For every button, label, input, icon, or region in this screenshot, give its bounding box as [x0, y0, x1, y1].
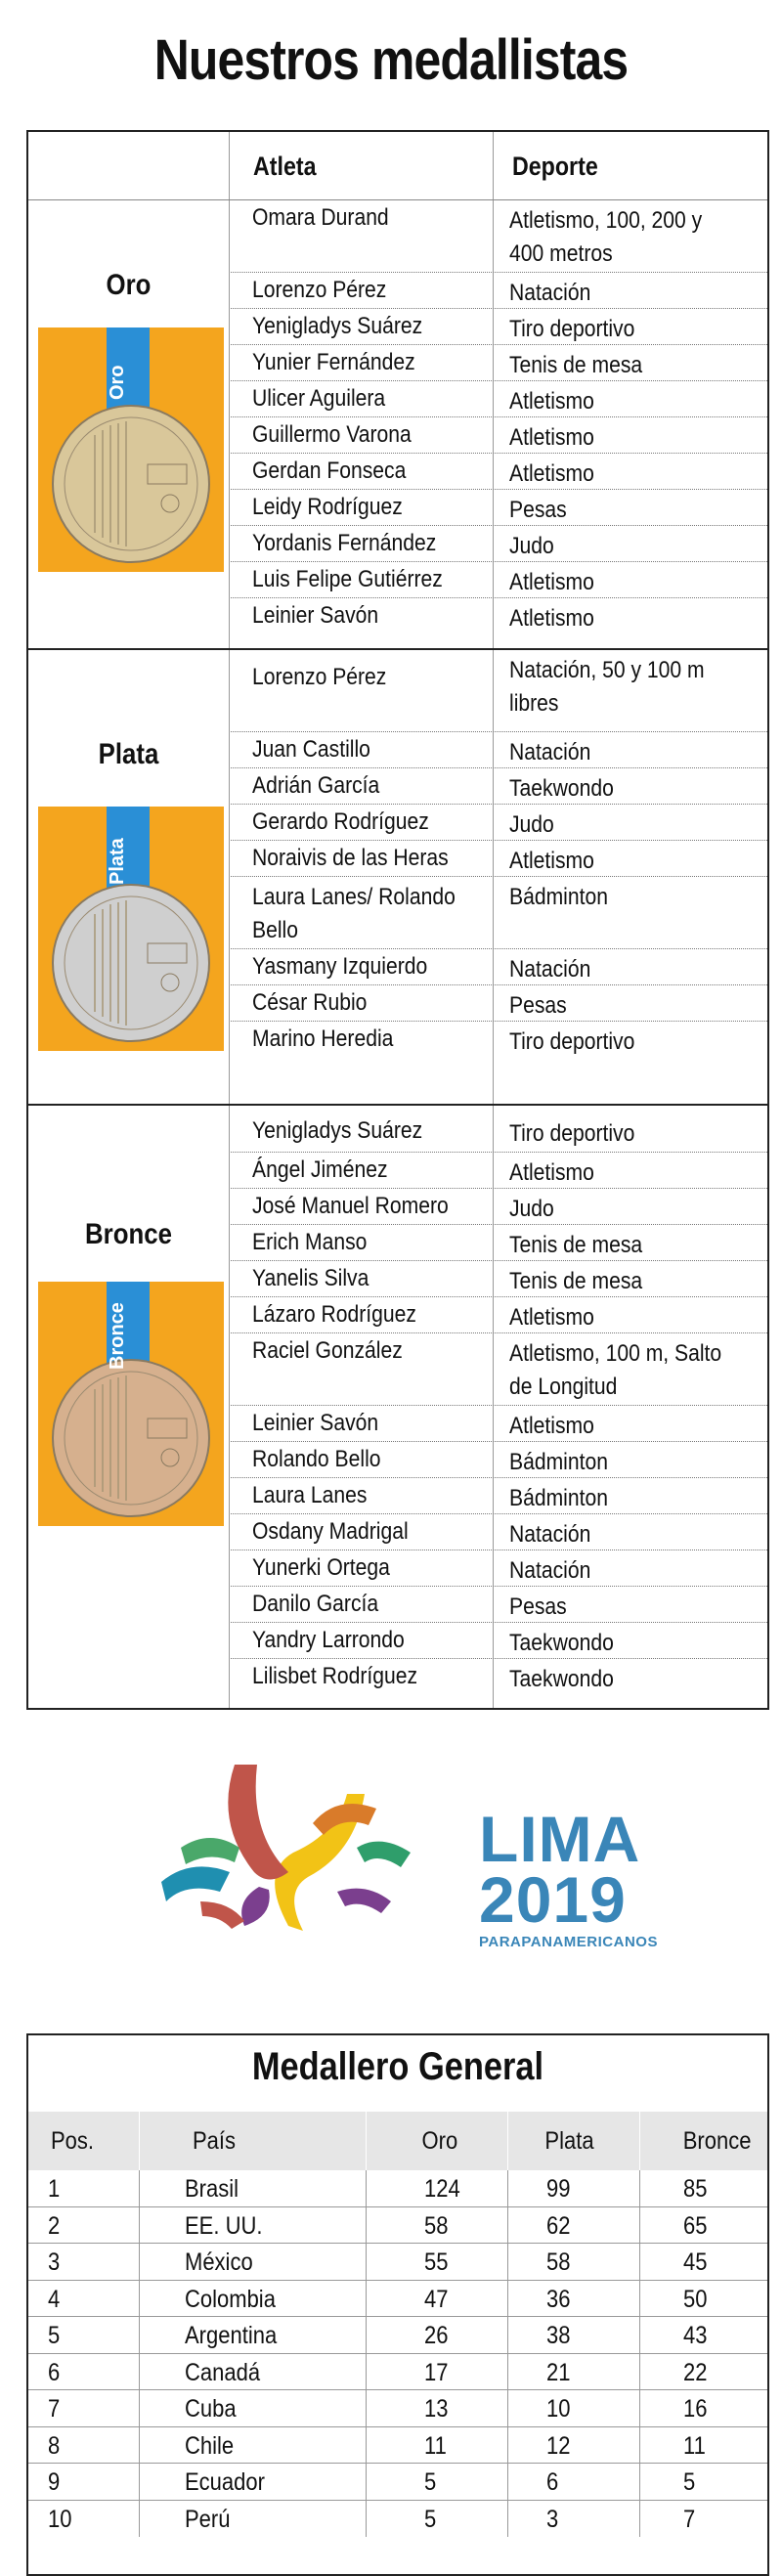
table-row	[28, 2354, 767, 2391]
column-divider	[507, 2281, 508, 2317]
athlete-name: Raciel González	[252, 1337, 403, 1364]
cell-position: 10	[48, 2505, 72, 2533]
athlete-name: Lázaro Rodríguez	[252, 1301, 416, 1328]
athlete-name: Erich Manso	[252, 1229, 368, 1255]
cell-bronze: 65	[683, 2211, 708, 2240]
table-row	[231, 1297, 767, 1333]
sport-name: Tiro deportivo	[509, 1028, 635, 1055]
table-row	[231, 200, 767, 273]
athlete-name: Lorenzo Pérez	[252, 664, 387, 690]
sport-name: Atletismo	[509, 460, 594, 487]
cell-bronze: 16	[683, 2395, 708, 2423]
table-row	[231, 1153, 767, 1189]
table-row	[231, 1659, 767, 1695]
column-divider	[639, 2112, 640, 2170]
athlete-name: Lorenzo Pérez	[252, 277, 387, 303]
table-row	[231, 309, 767, 345]
cell-bronze: 50	[683, 2285, 708, 2313]
table-row	[231, 417, 767, 454]
cell-silver: 3	[546, 2505, 559, 2533]
cell-gold: 17	[424, 2358, 449, 2386]
table-header	[28, 132, 767, 200]
athlete-name: Yordanis Fernández	[252, 530, 437, 556]
table-row	[28, 2390, 767, 2427]
table-row	[231, 1261, 767, 1297]
sport-name: Pesas	[509, 497, 567, 523]
medal-section-2	[28, 1106, 767, 1708]
cell-country: Cuba	[185, 2395, 237, 2423]
athlete-name: Yanelis Silva	[252, 1265, 369, 1291]
column-divider	[507, 2501, 508, 2538]
column-divider	[507, 2244, 508, 2280]
athlete-name: Laura Lanes	[252, 1482, 368, 1508]
column-divider	[366, 2244, 367, 2280]
sport-column-header: Deporte	[512, 152, 598, 181]
athlete-name: Laura Lanes/ Rolando Bello	[252, 884, 456, 943]
column-divider	[366, 2317, 367, 2353]
column-divider	[229, 1106, 230, 1708]
medal-image	[38, 1282, 224, 1526]
cell-position: 8	[48, 2431, 61, 2460]
table-row	[231, 273, 767, 309]
table-row	[231, 1442, 767, 1478]
cell-bronze: 45	[683, 2249, 708, 2276]
table-row	[231, 841, 767, 877]
ribbon-text: Plata	[107, 838, 128, 885]
sport-name: Tenis de mesa	[509, 1268, 643, 1294]
table-row	[231, 562, 767, 598]
cell-silver: 6	[546, 2468, 559, 2496]
table-row	[28, 2464, 767, 2501]
table-row	[231, 650, 767, 732]
cell-position: 6	[48, 2358, 61, 2386]
athlete-name: Yunier Fernández	[252, 349, 415, 375]
column-divider	[507, 2207, 508, 2244]
cell-country: Argentina	[185, 2322, 278, 2349]
sport-name: Judo	[509, 1196, 554, 1222]
column-divider	[507, 2390, 508, 2426]
cell-country: Perú	[185, 2505, 231, 2533]
column-divider	[639, 2281, 640, 2317]
column-divider	[139, 2390, 140, 2426]
cell-country: Brasil	[185, 2175, 239, 2203]
column-divider	[139, 2112, 140, 2170]
athlete-name: Yandry Larrondo	[252, 1627, 405, 1653]
cell-country: EE. UU.	[185, 2211, 263, 2240]
cell-gold: 58	[424, 2211, 449, 2240]
cell-silver: 10	[546, 2395, 571, 2423]
cell-silver: 62	[546, 2211, 571, 2240]
column-divider	[639, 2244, 640, 2280]
table-row	[231, 732, 767, 768]
table-row	[231, 526, 767, 562]
table-row	[231, 1225, 767, 1261]
table-row	[231, 1022, 767, 1058]
sport-name: Taekwondo	[509, 775, 614, 802]
cell-position: 4	[48, 2285, 61, 2313]
athlete-name: Noraivis de las Heras	[252, 845, 449, 871]
table-row	[231, 1587, 767, 1623]
athlete-name: Yunerki Ortega	[252, 1554, 390, 1581]
sport-name: Judo	[509, 533, 554, 559]
sport-name: Natación, 50 y 100 m libres	[509, 657, 705, 717]
column-divider	[139, 2464, 140, 2500]
athlete-name: César Rubio	[252, 989, 368, 1016]
table-row	[231, 345, 767, 381]
logo-text-lima: LIMA	[479, 1803, 641, 1875]
standings-title: Medallero General	[251, 2045, 544, 2088]
column-divider	[139, 2244, 140, 2280]
sport-name: Natación	[509, 739, 591, 765]
cell-gold: 47	[424, 2285, 449, 2313]
table-row	[231, 454, 767, 490]
cell-bronze: 43	[683, 2322, 708, 2349]
sport-name: Tenis de mesa	[509, 1232, 643, 1258]
column-divider	[139, 2427, 140, 2464]
table-row	[231, 490, 767, 526]
cell-bronze: 5	[683, 2468, 696, 2496]
column-divider	[366, 2501, 367, 2538]
medal-label: Oro	[106, 269, 152, 301]
athlete-name: Leidy Rodríguez	[252, 494, 403, 520]
lima-2019-logo	[142, 1755, 670, 1980]
table-row	[231, 877, 767, 949]
column-header-country: País	[193, 2127, 237, 2155]
table-row	[231, 1106, 767, 1153]
cell-silver: 58	[546, 2249, 571, 2276]
ribbon-text: Bronce	[107, 1302, 128, 1371]
standings-header	[28, 2112, 767, 2170]
column-divider	[366, 2354, 367, 2390]
athlete-name: Rolando Bello	[252, 1446, 381, 1472]
athlete-name: Ángel Jiménez	[252, 1157, 388, 1183]
athlete-name: Yenigladys Suárez	[252, 1117, 423, 1144]
cell-bronze: 22	[683, 2358, 708, 2386]
table-row	[28, 2501, 767, 2538]
table-row	[231, 598, 767, 634]
sport-name: Bádminton	[509, 1449, 608, 1475]
cell-country: Chile	[185, 2431, 235, 2460]
table-row	[231, 949, 767, 985]
table-row	[28, 2207, 767, 2245]
table-row	[231, 805, 767, 841]
sport-name: Bádminton	[509, 1485, 608, 1511]
sport-name: Atletismo	[509, 605, 594, 632]
cell-gold: 13	[424, 2395, 449, 2423]
logo-subtitle: PARAPANAMERICANOS	[479, 1934, 658, 1950]
column-header-position: Pos.	[51, 2127, 95, 2155]
column-divider	[639, 2501, 640, 2538]
ribbon-text: Oro	[107, 365, 128, 400]
cell-silver: 12	[546, 2431, 571, 2460]
cell-gold: 26	[424, 2322, 449, 2349]
column-divider	[639, 2354, 640, 2390]
column-divider	[139, 2170, 140, 2206]
athlete-name: Omara Durand	[252, 204, 389, 231]
column-header-bronze: Bronce	[682, 2127, 752, 2155]
sport-name: Taekwondo	[509, 1666, 614, 1692]
cell-silver: 38	[546, 2322, 571, 2349]
cell-position: 5	[48, 2322, 61, 2349]
sport-name: Atletismo	[509, 424, 594, 451]
cell-silver: 36	[546, 2285, 571, 2313]
column-divider	[366, 2170, 367, 2206]
athlete-name: Yenigladys Suárez	[252, 313, 423, 339]
cell-country: México	[185, 2249, 253, 2276]
sport-name: Atletismo	[509, 388, 594, 415]
table-row	[231, 1333, 767, 1406]
medal-section-1	[28, 650, 767, 1106]
page-title: Nuestros medallistas	[153, 28, 629, 92]
athlete-name: Juan Castillo	[252, 736, 370, 763]
cell-country: Colombia	[185, 2285, 276, 2313]
table-row	[231, 985, 767, 1022]
column-divider	[229, 132, 230, 199]
athlete-name: Lilisbet Rodríguez	[252, 1663, 418, 1689]
cell-country: Ecuador	[185, 2468, 265, 2496]
column-header-gold: Oro	[421, 2127, 458, 2155]
sport-name: Atletismo, 100, 200 y 400 metros	[509, 207, 703, 267]
athlete-name: Leinier Savón	[252, 602, 379, 629]
cell-silver: 99	[546, 2175, 571, 2203]
sport-name: Atletismo, 100 m, Salto de Longitud	[509, 1340, 722, 1400]
sport-name: Pesas	[509, 992, 567, 1019]
athlete-name: Marino Heredia	[252, 1026, 394, 1052]
medal-image	[38, 807, 224, 1051]
column-divider	[639, 2464, 640, 2500]
column-divider	[507, 2427, 508, 2464]
cell-silver: 21	[546, 2358, 571, 2386]
column-divider	[639, 2390, 640, 2426]
cell-position: 3	[48, 2249, 61, 2276]
cell-position: 1	[48, 2175, 61, 2203]
sport-name: Atletismo	[509, 1413, 594, 1439]
sport-name: Natación	[509, 280, 591, 306]
cell-position: 7	[48, 2395, 61, 2423]
column-divider	[507, 2354, 508, 2390]
sport-name: Atletismo	[509, 1304, 594, 1331]
athlete-name: Guillermo Varona	[252, 421, 412, 448]
column-divider	[507, 2464, 508, 2500]
sport-name: Natación	[509, 956, 591, 982]
medal-section-0	[28, 200, 767, 650]
athlete-name: José Manuel Romero	[252, 1193, 449, 1219]
athlete-column-header: Atleta	[253, 152, 317, 181]
sport-name: Natación	[509, 1521, 591, 1548]
column-divider	[366, 2464, 367, 2500]
column-divider	[639, 2317, 640, 2353]
sport-name: Tiro deportivo	[509, 316, 635, 342]
column-divider	[139, 2501, 140, 2538]
table-row	[231, 1478, 767, 1514]
table-row	[28, 2244, 767, 2281]
cell-gold: 11	[424, 2431, 447, 2460]
column-divider	[507, 2112, 508, 2170]
column-divider	[139, 2281, 140, 2317]
column-divider	[366, 2207, 367, 2244]
table-row	[231, 1406, 767, 1442]
sport-name: Taekwondo	[509, 1630, 614, 1656]
medal-label: Plata	[98, 738, 159, 770]
cell-gold: 5	[424, 2505, 437, 2533]
table-row	[231, 1189, 767, 1225]
table-row	[28, 2281, 767, 2318]
table-row	[231, 1550, 767, 1587]
column-divider	[639, 2427, 640, 2464]
column-divider	[366, 2112, 367, 2170]
sport-name: Atletismo	[509, 1159, 594, 1186]
cell-country: Canadá	[185, 2358, 261, 2386]
athlete-name: Adrián García	[252, 772, 380, 799]
cell-bronze: 11	[683, 2431, 706, 2460]
column-divider	[639, 2170, 640, 2206]
table-row	[28, 2170, 767, 2207]
athlete-name: Gerdan Fonseca	[252, 458, 407, 484]
column-divider	[139, 2354, 140, 2390]
logo-text-2019: 2019	[479, 1863, 627, 1936]
athlete-name: Osdany Madrigal	[252, 1518, 409, 1545]
athlete-name: Gerardo Rodríguez	[252, 808, 429, 835]
column-divider	[229, 650, 230, 1104]
medal-image	[38, 327, 224, 572]
cell-position: 9	[48, 2468, 61, 2496]
sport-name: Judo	[509, 811, 554, 838]
table-row	[231, 768, 767, 805]
table-row	[231, 1623, 767, 1659]
cell-gold: 55	[424, 2249, 449, 2276]
table-row	[28, 2427, 767, 2465]
table-row	[28, 2317, 767, 2354]
cell-gold: 5	[424, 2468, 437, 2496]
sport-name: Atletismo	[509, 569, 594, 595]
column-divider	[229, 200, 230, 648]
sport-name: Natación	[509, 1557, 591, 1584]
athlete-name: Ulicer Aguilera	[252, 385, 386, 412]
sport-name: Atletismo	[509, 848, 594, 874]
column-divider	[493, 132, 494, 199]
column-divider	[139, 2207, 140, 2244]
sport-name: Tenis de mesa	[509, 352, 643, 378]
column-divider	[507, 2170, 508, 2206]
column-header-silver: Plata	[544, 2127, 594, 2155]
table-row	[231, 1514, 767, 1550]
column-divider	[139, 2317, 140, 2353]
column-divider	[639, 2207, 640, 2244]
cell-position: 2	[48, 2211, 61, 2240]
column-divider	[507, 2317, 508, 2353]
sport-name: Pesas	[509, 1594, 567, 1620]
column-divider	[366, 2390, 367, 2426]
athlete-name: Luis Felipe Gutiérrez	[252, 566, 443, 592]
cell-gold: 124	[424, 2175, 460, 2203]
medallists-table	[26, 130, 769, 1710]
athlete-name: Yasmany Izquierdo	[252, 953, 428, 980]
table-row	[231, 381, 767, 417]
medal-label: Bronce	[85, 1218, 172, 1250]
sport-name: Tiro deportivo	[509, 1120, 635, 1147]
athlete-name: Danilo García	[252, 1591, 379, 1617]
medal-standings-table	[26, 2033, 769, 2576]
column-divider	[366, 2427, 367, 2464]
column-divider	[366, 2281, 367, 2317]
cell-bronze: 7	[683, 2505, 696, 2533]
cell-bronze: 85	[683, 2175, 708, 2203]
sport-name: Bádminton	[509, 884, 608, 910]
athlete-name: Leinier Savón	[252, 1410, 379, 1436]
